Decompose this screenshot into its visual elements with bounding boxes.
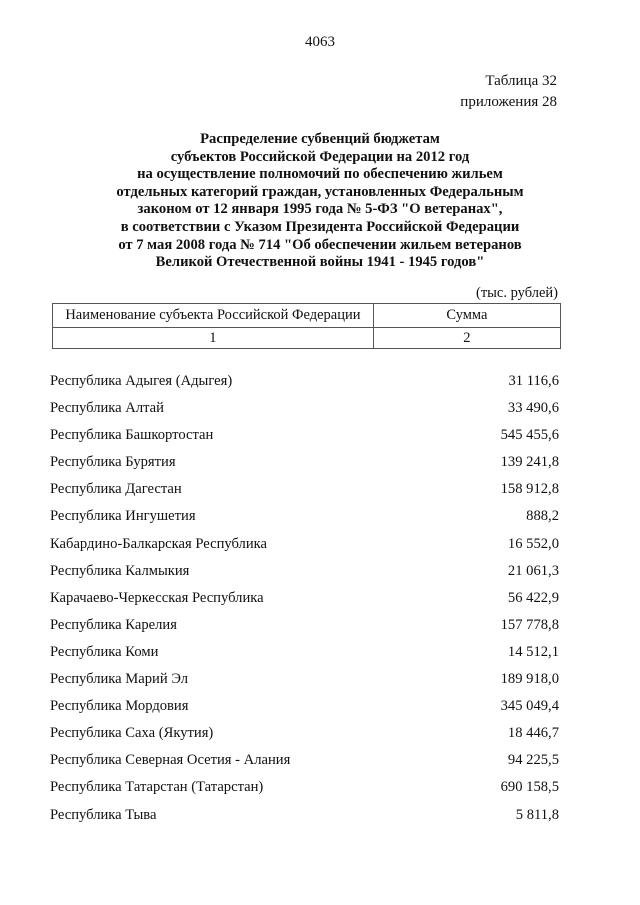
subject-name: Республика Дагестан <box>50 481 182 498</box>
header-row <box>53 304 561 328</box>
column-header-amount: Сумма <box>373 304 560 328</box>
page-number: 4063 <box>305 34 335 50</box>
table-row <box>50 696 559 723</box>
amount: 888,2 <box>526 508 559 525</box>
column-number-1: 1 <box>53 328 374 349</box>
subject-name: Республика Алтай <box>50 400 164 417</box>
subject-name: Республика Саха (Якутия) <box>50 725 214 742</box>
table-row <box>50 371 559 398</box>
table-row <box>50 398 559 425</box>
table-row <box>50 723 559 750</box>
document-title <box>0 131 640 272</box>
amount: 16 552,0 <box>507 535 559 552</box>
amount: 31 116,6 <box>508 373 559 389</box>
subject-name: Республика Адыгея (Адыгея) <box>50 373 233 389</box>
subject-name: Республика Северная Осетия - Алания <box>50 752 291 769</box>
subject-name: Республика Тыва <box>50 806 157 823</box>
title-line: законом от 12 января 1995 года № 5-ФЗ "О ветеранах", <box>137 201 503 218</box>
subject-name: Карачаево-Черкесская Республика <box>50 589 264 606</box>
amount: 94 225,5 <box>507 752 559 769</box>
subject-name: Республика Коми <box>50 643 159 660</box>
table-row <box>50 805 559 832</box>
appendix-number: приложения 28 <box>460 94 557 110</box>
title-line: Распределение субвенций бюджетам <box>200 131 440 147</box>
units-label: (тыс. рублей) <box>476 285 558 301</box>
amount: 545 455,6 <box>500 427 559 444</box>
title-line: отдельных категорий граждан, установленных Федеральным <box>116 183 524 200</box>
amount: 56 422,9 <box>507 589 559 606</box>
amount: 690 158,5 <box>500 779 559 796</box>
amount: 189 918,0 <box>500 671 559 688</box>
table-row <box>50 534 559 561</box>
subject-name: Республика Ингушетия <box>50 508 196 525</box>
table-row <box>50 750 559 777</box>
table-row <box>50 588 559 615</box>
table-row <box>50 642 559 669</box>
amount: 33 490,6 <box>507 400 559 417</box>
title-line: от 7 мая 2008 года № 714 "Об обеспечении жильем ветеранов <box>118 236 522 253</box>
amount: 158 912,8 <box>500 481 559 498</box>
table-row <box>50 615 559 642</box>
subject-name: Республика Бурятия <box>50 454 176 471</box>
subject-name: Кабардино-Балкарская Республика <box>50 535 267 552</box>
title-line: в соответствии с Указом Президента Российской Федерации <box>120 218 520 235</box>
table-number: Таблица 32 <box>485 73 557 89</box>
subsidy-table-body <box>50 371 559 832</box>
title-line: Великой Отечественной войны 1941 - 1945 годов" <box>155 254 485 271</box>
table-reference <box>460 71 557 113</box>
title-line: на осуществление полномочий по обеспечению жильем <box>137 166 503 183</box>
amount: 14 512,1 <box>507 643 559 660</box>
table-row <box>50 425 559 452</box>
amount: 18 446,7 <box>507 725 559 742</box>
title-line: субъектов Российской Федерации на 2012 год <box>170 148 470 165</box>
column-header-subject: Наименование субъекта Российской Федерации <box>53 304 374 328</box>
table-row <box>50 479 559 506</box>
subject-name: Республика Калмыкия <box>50 562 190 579</box>
table-row <box>50 777 559 804</box>
column-number-row <box>53 328 561 349</box>
table-row <box>50 561 559 588</box>
table-row <box>50 506 559 533</box>
amount: 157 778,8 <box>500 616 559 633</box>
table-header <box>52 303 561 349</box>
subject-name: Республика Карелия <box>50 616 177 633</box>
column-number-2: 2 <box>373 328 560 349</box>
table-row <box>50 669 559 696</box>
subject-name: Республика Татарстан (Татарстан) <box>50 779 264 796</box>
amount: 345 049,4 <box>500 698 559 715</box>
subject-name: Республика Башкортостан <box>50 427 214 444</box>
amount: 139 241,8 <box>500 454 559 471</box>
subject-name: Республика Мордовия <box>50 698 189 715</box>
amount: 5 811,8 <box>515 806 559 823</box>
amount: 21 061,3 <box>507 562 559 579</box>
subject-name: Республика Марий Эл <box>50 671 189 688</box>
table-row <box>50 452 559 479</box>
